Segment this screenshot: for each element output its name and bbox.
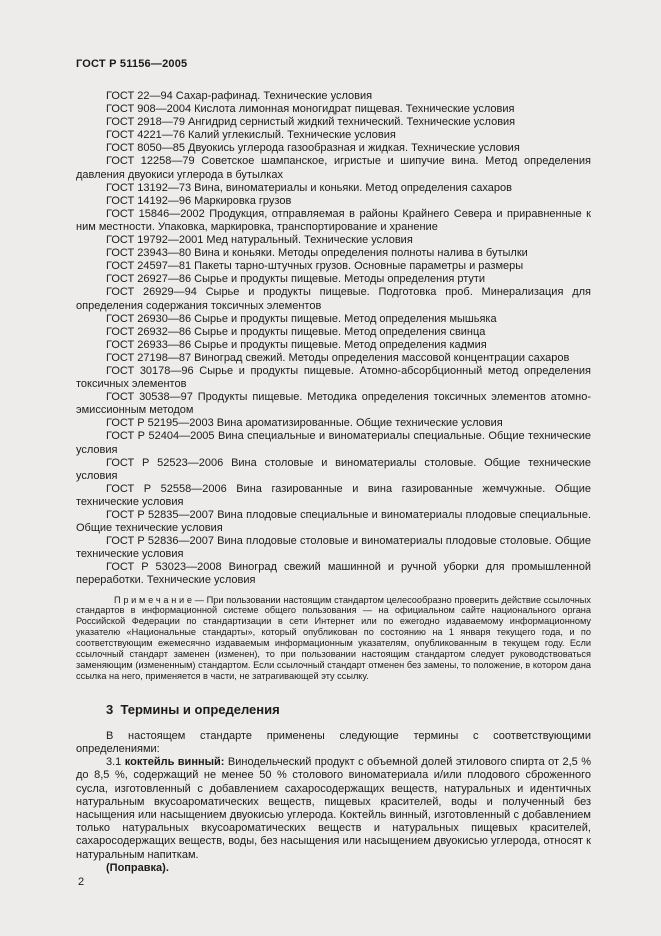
reference-item: ГОСТ Р 52835—2007 Вина плодовые специальные и виноматериалы плодовые специальные. Общие технические условия: [76, 509, 591, 535]
reference-item: ГОСТ 22—94 Сахар-рафинад. Технические условия: [106, 90, 373, 102]
reference-item: ГОСТ 908—2004 Кислота лимонная моногидрат пищевая. Технические условия: [106, 103, 515, 116]
reference-item: ГОСТ Р 53023—2008 Виноград свежий машинной и ручной уборки для промышленной переработки. Технические условия: [76, 561, 591, 587]
document-header: ГОСТ Р 51156—2005: [76, 58, 188, 70]
reference-item: ГОСТ 27198—87 Виноград свежий. Методы определения массовой концентрации сахаров: [106, 351, 570, 364]
amendment-note: (Поправка).: [106, 861, 169, 874]
note-paragraph: П р и м е ч а н и е — При пользовании настоящим стандартом целесообразно проверить действие ссылочных стандартов в информационной системе общего пользования — на официальном сайте национального органа Российской Федерации по стандартизации в сети Интернет или по ежегодно издаваемому информационному указателю «Национальные стандарты», который опубликован по состоянию на 1 января текущего года, и по соответствующим ежемесячно издаваемым информационным указателям, опубликованным в текущем году. Если ссылочный стандарт заменен (изменен), то при пользовании настоящим стандартом следует руководствоваться заменяющим (измененным) стандартом. Если ссылочный стандарт отменен без замены, то положение, в котором дана ссылка на него, применяется в части, не затрагивающей эту ссылку.: [76, 594, 591, 681]
reference-item: ГОСТ Р 52836—2007 Вина плодовые столовые и виноматериалы плодовые столовые. Общие технические условия: [76, 535, 591, 561]
page-number: 2: [78, 876, 85, 888]
reference-item: ГОСТ Р 52195—2003 Вина ароматизированные. Общие технические условия: [106, 417, 503, 430]
reference-item: ГОСТ 30178—96 Сырье и продукты пищевые. Атомно-абсорбционный метод определения токсичных элементов: [76, 364, 591, 391]
reference-item: ГОСТ 26933—86 Сырье и продукты пищевые. Метод определения кадмия: [106, 338, 487, 351]
reference-item: ГОСТ Р 52523—2006 Вина столовые и виноматериалы столовые. Общие технические условия: [76, 456, 591, 482]
reference-item: ГОСТ 26929—94 Сырье и продукты пищевые. Подготовка проб. Минерализация для определения содержания токсичных элементов: [76, 286, 591, 312]
reference-item: ГОСТ 14192—96 Маркировка грузов: [106, 194, 292, 207]
reference-item: ГОСТ 4221—76 Калий углекислый. Технические условия: [106, 129, 396, 142]
reference-item: ГОСТ 26932—86 Сырье и продукты пищевые. Метод определения свинца: [106, 325, 486, 338]
reference-item: ГОСТ 26927—86 Сырье и продукты пищевые. Методы определения ртути: [106, 273, 486, 286]
reference-item: ГОСТ 30538—97 Продукты пищевые. Методика определения токсичных элементов атомно-эмиссионным методом: [76, 391, 591, 417]
references-list: [76, 90, 591, 588]
term-name: коктейль винный:: [124, 756, 225, 769]
reference-item: ГОСТ 26930—86 Сырье и продукты пищевые. Метод определения мышьяка: [106, 312, 497, 325]
term-number: 3.1: [106, 756, 122, 769]
reference-item: ГОСТ 13192—73 Вина, виноматериалы и коньяки. Метод определения сахаров: [106, 181, 512, 194]
term-definition-3-1: [76, 756, 591, 862]
reference-item: ГОСТ 24597—81 Пакеты тарно-штучных грузов. Основные параметры и размеры: [106, 260, 524, 273]
reference-item: ГОСТ 8050—85 Двуокись углерода газообразная и жидкая. Технические условия: [106, 142, 520, 155]
terms-intro: В настоящем стандарте применены следующие термины с соответствующими определениями:: [76, 729, 591, 756]
reference-item: ГОСТ 2918—79 Ангидрид сернистый жидкий технический. Технические условия: [106, 116, 516, 129]
reference-item: ГОСТ 19792—2001 Мед натуральный. Технические условия: [106, 234, 413, 247]
reference-item: ГОСТ 15846—2002 Продукция, отправляемая в районы Крайнего Севера и приравненные к ним местности. Упаковка, маркировка, транспортирование и хранение: [76, 207, 591, 233]
term-definition-text: Винодельческий продукт с объемной долей этилового спирта от 2,5 % до 8,5 %, содержащий не менее 50 % столового виноматериала и/или плодового сброженного сусла, изготовленный с добавлением сахаросодержащих веществ, натуральных и идентичных натуральным вкусоароматических веществ, пищевых красителей, воды и полученный без насыщения или насыщением двуокисью углерода. Коктейль винный, изготовленный с добавлением только натуральных вкусоароматических веществ и натуральных пищевых красителей, сахаросодержащих веществ, воды, без насыщения или насыщением двуокисью углерода, относят к натуральным напиткам.: [76, 756, 592, 861]
reference-item: ГОСТ 23943—80 Вина и коньяки. Методы определения полноты налива в бутылки: [106, 247, 528, 260]
reference-item: ГОСТ 12258—79 Советское шампанское, игристые и шипучие вина. Метод определения давления двуокиси углерода в бутылках: [76, 155, 591, 181]
section-heading: 3 Термины и определения: [106, 701, 280, 717]
reference-item: ГОСТ Р 52558—2006 Вина газированные и вина газированные жемчужные. Общие технические условия: [76, 482, 591, 508]
reference-item: ГОСТ Р 52404—2005 Вина специальные и виноматериалы специальные. Общие технические условия: [76, 430, 591, 456]
